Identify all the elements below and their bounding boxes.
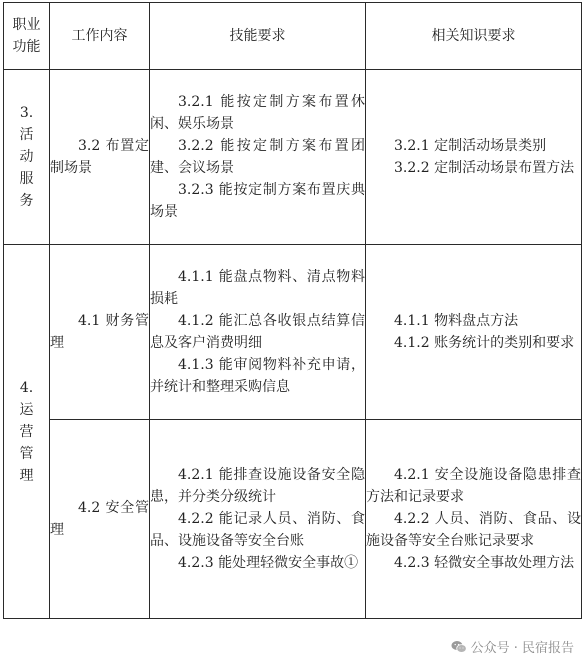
wechat-icon	[451, 640, 467, 654]
skill-item: 3.2.3 能按定制方案布置庆典场景	[150, 182, 365, 220]
watermark	[451, 637, 574, 656]
header-function-line: 功能	[12, 39, 41, 55]
work-content-text: 4.2 安全管理	[50, 500, 149, 538]
function-char: 服	[19, 171, 34, 187]
table-row	[4, 70, 582, 245]
function-cell-activity-service	[4, 70, 50, 245]
header-skill-requirements: 技能要求	[150, 3, 366, 70]
skill-item: 4.2.2 能记录人员、消防、食品、设施设备等安全台账	[150, 511, 365, 549]
function-char: 活	[19, 127, 34, 143]
function-char: 动	[19, 149, 34, 165]
table-row	[4, 420, 582, 619]
knowledge-cell	[366, 70, 582, 245]
skill-item: 3.2.1 能按定制方案布置休闲、娱乐场景	[150, 94, 365, 132]
skill-item: 4.1.3 能审阅物料补充申请，并统计和整理采购信息	[150, 357, 365, 395]
knowledge-item: 4.2.3 轻微安全事故处理方法	[394, 555, 575, 571]
function-char: 管	[19, 445, 34, 462]
function-char: 4.	[19, 379, 34, 396]
header-function-line: 职业	[12, 17, 41, 33]
watermark-text: 公众号 · 民宿报告	[470, 641, 574, 656]
occupation-standard-table	[3, 2, 582, 619]
header-work-content: 工作内容	[50, 3, 150, 70]
skill-item: 4.1.1 能盘点物料、清点物料损耗	[150, 269, 365, 307]
skill-cell	[150, 420, 366, 619]
knowledge-item: 4.1.2 账务统计的类别和要求	[394, 335, 575, 351]
knowledge-cell	[366, 420, 582, 619]
header-knowledge-requirements: 相关知识要求	[366, 3, 582, 70]
function-char: 务	[19, 193, 34, 209]
work-content-text: 4.1 财务管理	[50, 313, 149, 351]
work-content-cell	[50, 70, 150, 245]
function-char: 营	[19, 423, 34, 440]
knowledge-item: 4.2.1 安全设施设备隐患排查方法和记录要求	[366, 467, 581, 505]
knowledge-item: 3.2.2 定制活动场景布置方法	[394, 160, 575, 176]
function-cell-operations-management	[4, 245, 50, 619]
function-char: 3.	[19, 105, 34, 121]
work-content-cell	[50, 420, 150, 619]
header-function	[4, 3, 50, 70]
table-row	[4, 245, 582, 420]
function-char: 理	[19, 467, 34, 484]
knowledge-item: 3.2.1 定制活动场景类别	[394, 138, 547, 154]
table-header-row	[4, 3, 582, 70]
work-content-text: 3.2 布置定制场景	[50, 138, 149, 176]
knowledge-item: 4.2.2 人员、消防、食品、设施设备等安全台账记录要求	[366, 511, 581, 549]
skill-item: 4.2.3 能处理轻微安全事故①	[178, 555, 359, 571]
work-content-cell	[50, 245, 150, 420]
skill-item: 4.1.2 能汇总各收银点结算信息及客户消费明细	[150, 313, 365, 351]
knowledge-cell	[366, 245, 582, 420]
skill-cell	[150, 70, 366, 245]
skill-cell	[150, 245, 366, 420]
skill-item: 3.2.2 能按定制方案布置团建、会议场景	[150, 138, 365, 176]
skill-item: 4.2.1 能排查设施设备安全隐患，并分类分级统计	[150, 467, 365, 505]
knowledge-item: 4.1.1 物料盘点方法	[394, 313, 519, 329]
function-char: 运	[19, 401, 34, 418]
